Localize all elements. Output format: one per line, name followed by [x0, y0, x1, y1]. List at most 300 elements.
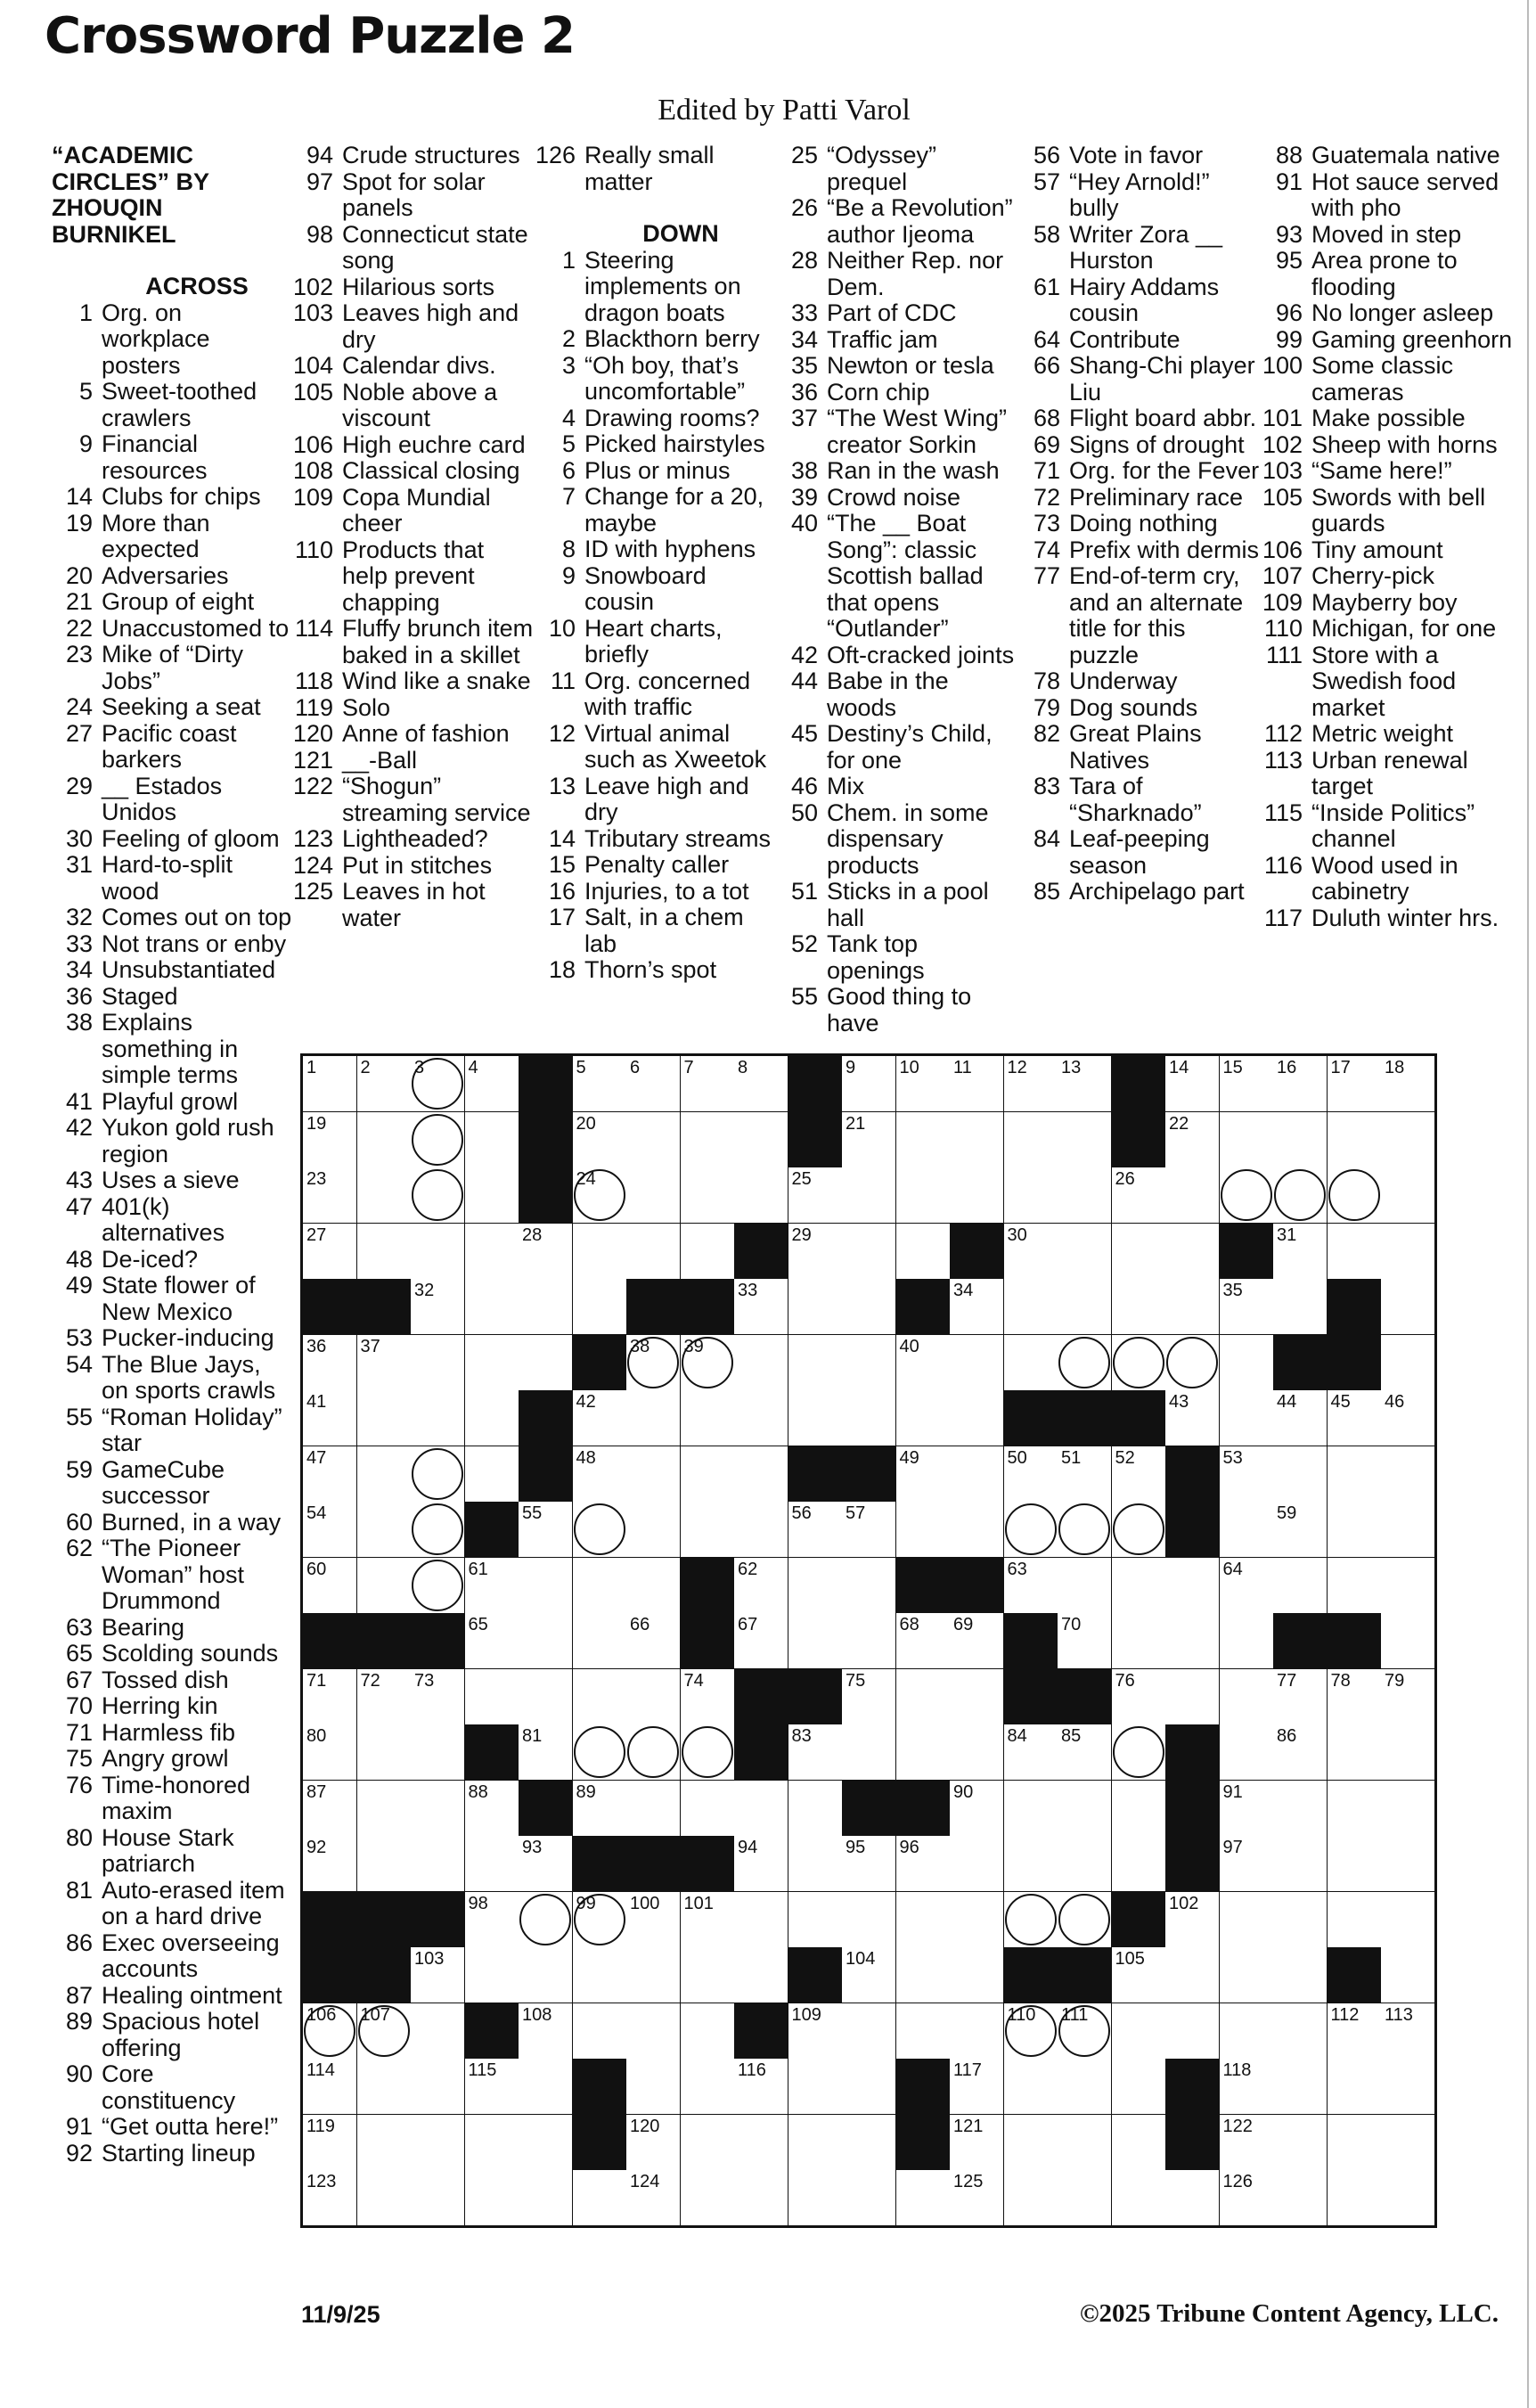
grid-cell[interactable]: [842, 1224, 895, 1279]
grid-cell[interactable]: [303, 1390, 356, 1446]
grid-cell[interactable]: [357, 2059, 411, 2114]
grid-cell[interactable]: [1273, 2003, 1327, 2059]
grid-cell[interactable]: [626, 1947, 680, 2003]
grid-cell[interactable]: [788, 1224, 842, 1279]
grid-cell[interactable]: [1328, 1502, 1381, 1557]
grid-cell[interactable]: [303, 1724, 356, 1780]
grid-cell[interactable]: [411, 1724, 464, 1780]
grid-cell[interactable]: [950, 1613, 1003, 1668]
grid-cell[interactable]: [1165, 1056, 1219, 1111]
grid-cell[interactable]: [465, 1167, 519, 1223]
grid-cell[interactable]: [734, 1947, 788, 2003]
grid-cell[interactable]: [519, 1724, 572, 1780]
grid-cell[interactable]: [1328, 1836, 1381, 1891]
grid-cell[interactable]: [681, 1781, 734, 1836]
grid-cell[interactable]: [950, 1724, 1003, 1780]
grid-cell[interactable]: [303, 1167, 356, 1223]
grid-cell[interactable]: [842, 1167, 895, 1223]
grid-cell[interactable]: [573, 1224, 626, 1279]
grid-cell[interactable]: [1273, 1279, 1327, 1334]
grid-cell[interactable]: [411, 1390, 464, 1446]
grid-cell[interactable]: [1058, 1502, 1111, 1557]
grid-cell[interactable]: [1112, 1669, 1165, 1724]
grid-cell[interactable]: [1381, 1502, 1434, 1557]
grid-cell[interactable]: [734, 1781, 788, 1836]
grid-cell[interactable]: [1381, 1279, 1434, 1334]
grid-cell[interactable]: [681, 2059, 734, 2114]
grid-cell[interactable]: [1004, 1502, 1058, 1557]
grid-cell[interactable]: [896, 1502, 950, 1557]
grid-cell[interactable]: [1004, 2059, 1058, 2114]
grid-cell[interactable]: [1328, 1558, 1381, 1613]
grid-cell[interactable]: [626, 2003, 680, 2059]
grid-cell[interactable]: [1273, 1112, 1327, 1167]
grid-cell[interactable]: [1328, 2115, 1381, 2170]
grid-cell[interactable]: [842, 2003, 895, 2059]
grid-cell[interactable]: [303, 1502, 356, 1557]
grid-cell[interactable]: [734, 1167, 788, 1223]
grid-cell[interactable]: [1273, 1892, 1327, 1947]
grid-cell[interactable]: [1328, 2059, 1381, 2114]
grid-cell[interactable]: [1381, 1112, 1434, 1167]
grid-cell[interactable]: [1273, 2170, 1327, 2225]
grid-cell[interactable]: [1220, 1724, 1273, 1780]
grid-cell[interactable]: [788, 1558, 842, 1613]
grid-cell[interactable]: [734, 1279, 788, 1334]
grid-cell[interactable]: [357, 1446, 411, 1502]
grid-cell[interactable]: [842, 1836, 895, 1891]
grid-cell[interactable]: [896, 1224, 950, 1279]
grid-cell[interactable]: [573, 2003, 626, 2059]
grid-cell[interactable]: [465, 1669, 519, 1724]
grid-cell[interactable]: [465, 1781, 519, 1836]
grid-cell[interactable]: [1165, 1892, 1219, 1947]
grid-cell[interactable]: [681, 1112, 734, 1167]
grid-cell[interactable]: [303, 1446, 356, 1502]
grid-cell[interactable]: [1165, 1613, 1219, 1668]
grid-cell[interactable]: [788, 1724, 842, 1780]
grid-cell[interactable]: [465, 2115, 519, 2170]
grid-cell[interactable]: [519, 1335, 572, 1390]
grid-cell[interactable]: [626, 1446, 680, 1502]
grid-cell[interactable]: [357, 1724, 411, 1780]
grid-cell[interactable]: [1220, 1558, 1273, 1613]
grid-cell[interactable]: [788, 1279, 842, 1334]
grid-cell[interactable]: [1112, 1947, 1165, 2003]
grid-cell[interactable]: [681, 1446, 734, 1502]
grid-cell[interactable]: [303, 1781, 356, 1836]
grid-cell[interactable]: [1381, 1167, 1434, 1223]
grid-cell[interactable]: [681, 1224, 734, 1279]
grid-cell[interactable]: [357, 1167, 411, 1223]
grid-cell[interactable]: [626, 1335, 680, 1390]
grid-cell[interactable]: [357, 1112, 411, 1167]
grid-cell[interactable]: [465, 1112, 519, 1167]
grid-cell[interactable]: [1058, 1167, 1111, 1223]
grid-cell[interactable]: [681, 1892, 734, 1947]
grid-cell[interactable]: [788, 2059, 842, 2114]
grid-cell[interactable]: [1273, 2059, 1327, 2114]
grid-cell[interactable]: [357, 1390, 411, 1446]
grid-cell[interactable]: [465, 1224, 519, 1279]
grid-cell[interactable]: [734, 2115, 788, 2170]
grid-cell[interactable]: [411, 1781, 464, 1836]
grid-cell[interactable]: [1058, 1724, 1111, 1780]
grid-cell[interactable]: [1112, 1224, 1165, 1279]
grid-cell[interactable]: [1381, 1558, 1434, 1613]
grid-cell[interactable]: [1004, 2115, 1058, 2170]
grid-cell[interactable]: [1220, 1112, 1273, 1167]
grid-cell[interactable]: [303, 2003, 356, 2059]
grid-cell[interactable]: [1058, 2170, 1111, 2225]
grid-cell[interactable]: [896, 2170, 950, 2225]
grid-cell[interactable]: [1220, 1446, 1273, 1502]
grid-cell[interactable]: [465, 1892, 519, 1947]
grid-cell[interactable]: [573, 1892, 626, 1947]
grid-cell[interactable]: [734, 1390, 788, 1446]
grid-cell[interactable]: [681, 1669, 734, 1724]
grid-cell[interactable]: [842, 1056, 895, 1111]
grid-cell[interactable]: [1165, 1224, 1219, 1279]
grid-cell[interactable]: [626, 1056, 680, 1111]
grid-cell[interactable]: [1112, 1335, 1165, 1390]
grid-cell[interactable]: [1273, 1669, 1327, 1724]
grid-cell[interactable]: [411, 1446, 464, 1502]
grid-cell[interactable]: [788, 1613, 842, 1668]
grid-cell[interactable]: [1381, 1892, 1434, 1947]
grid-cell[interactable]: [411, 2059, 464, 2114]
grid-cell[interactable]: [896, 1112, 950, 1167]
grid-cell[interactable]: [734, 1558, 788, 1613]
grid-cell[interactable]: [1273, 1502, 1327, 1557]
grid-cell[interactable]: [519, 1279, 572, 1334]
grid-cell[interactable]: [573, 1669, 626, 1724]
grid-cell[interactable]: [1220, 1669, 1273, 1724]
grid-cell[interactable]: [842, 1669, 895, 1724]
grid-cell[interactable]: [1220, 1613, 1273, 1668]
grid-cell[interactable]: [950, 1390, 1003, 1446]
grid-cell[interactable]: [1058, 1558, 1111, 1613]
grid-cell[interactable]: [1220, 2003, 1273, 2059]
grid-cell[interactable]: [573, 1613, 626, 1668]
grid-cell[interactable]: [896, 1446, 950, 1502]
grid-cell[interactable]: [842, 1502, 895, 1557]
grid-cell[interactable]: [1112, 1558, 1165, 1613]
grid-cell[interactable]: [1004, 1446, 1058, 1502]
grid-cell[interactable]: [1165, 1947, 1219, 2003]
grid-cell[interactable]: [411, 2115, 464, 2170]
grid-cell[interactable]: [411, 1279, 464, 1334]
grid-cell[interactable]: [1112, 2059, 1165, 2114]
grid-cell[interactable]: [950, 2003, 1003, 2059]
grid-cell[interactable]: [1004, 2003, 1058, 2059]
grid-cell[interactable]: [788, 1836, 842, 1891]
grid-cell[interactable]: [681, 2003, 734, 2059]
grid-cell[interactable]: [1058, 1224, 1111, 1279]
grid-cell[interactable]: [303, 1669, 356, 1724]
grid-cell[interactable]: [626, 2170, 680, 2225]
grid-cell[interactable]: [1004, 1892, 1058, 1947]
grid-cell[interactable]: [411, 1112, 464, 1167]
grid-cell[interactable]: [734, 1446, 788, 1502]
grid-cell[interactable]: [896, 1613, 950, 1668]
grid-cell[interactable]: [1165, 1279, 1219, 1334]
grid-cell[interactable]: [465, 1613, 519, 1668]
grid-cell[interactable]: [519, 1669, 572, 1724]
grid-cell[interactable]: [1220, 1502, 1273, 1557]
grid-cell[interactable]: [573, 1112, 626, 1167]
grid-cell[interactable]: [411, 2003, 464, 2059]
grid-cell[interactable]: [1381, 1669, 1434, 1724]
grid-cell[interactable]: [1004, 1056, 1058, 1111]
grid-cell[interactable]: [1220, 1947, 1273, 2003]
grid-cell[interactable]: [1381, 1224, 1434, 1279]
grid-cell[interactable]: [1273, 1446, 1327, 1502]
grid-cell[interactable]: [626, 1558, 680, 1613]
grid-cell[interactable]: [1328, 2003, 1381, 2059]
grid-cell[interactable]: [842, 1613, 895, 1668]
grid-cell[interactable]: [1004, 1112, 1058, 1167]
grid-cell[interactable]: [1004, 1781, 1058, 1836]
grid-cell[interactable]: [1381, 2115, 1434, 2170]
grid-cell[interactable]: [896, 1724, 950, 1780]
grid-cell[interactable]: [842, 1390, 895, 1446]
grid-cell[interactable]: [681, 1947, 734, 2003]
grid-cell[interactable]: [950, 1279, 1003, 1334]
grid-cell[interactable]: [734, 1836, 788, 1891]
grid-cell[interactable]: [1328, 1724, 1381, 1780]
grid-cell[interactable]: [357, 1502, 411, 1557]
grid-cell[interactable]: [1381, 2003, 1434, 2059]
grid-cell[interactable]: [357, 1669, 411, 1724]
grid-cell[interactable]: [465, 2170, 519, 2225]
grid-cell[interactable]: [788, 1167, 842, 1223]
grid-cell[interactable]: [1381, 1781, 1434, 1836]
grid-cell[interactable]: [681, 1335, 734, 1390]
grid-cell[interactable]: [896, 1167, 950, 1223]
grid-cell[interactable]: [842, 1558, 895, 1613]
grid-cell[interactable]: [1381, 1836, 1434, 1891]
grid-cell[interactable]: [896, 1836, 950, 1891]
grid-cell[interactable]: [681, 1724, 734, 1780]
grid-cell[interactable]: [950, 2115, 1003, 2170]
grid-cell[interactable]: [681, 1056, 734, 1111]
grid-cell[interactable]: [519, 2115, 572, 2170]
grid-cell[interactable]: [1220, 2170, 1273, 2225]
grid-cell[interactable]: [1273, 1558, 1327, 1613]
grid-cell[interactable]: [519, 1947, 572, 2003]
grid-cell[interactable]: [626, 1112, 680, 1167]
grid-cell[interactable]: [519, 2003, 572, 2059]
grid-cell[interactable]: [1328, 1390, 1381, 1446]
grid-cell[interactable]: [1273, 2115, 1327, 2170]
grid-cell[interactable]: [788, 1502, 842, 1557]
grid-cell[interactable]: [519, 1502, 572, 1557]
grid-cell[interactable]: [1165, 2170, 1219, 2225]
grid-cell[interactable]: [1381, 2170, 1434, 2225]
grid-cell[interactable]: [573, 1279, 626, 1334]
grid-cell[interactable]: [1273, 1390, 1327, 1446]
grid-cell[interactable]: [519, 1613, 572, 1668]
grid-cell[interactable]: [1328, 1167, 1381, 1223]
grid-cell[interactable]: [465, 1836, 519, 1891]
grid-cell[interactable]: [1273, 1781, 1327, 1836]
grid-cell[interactable]: [626, 1502, 680, 1557]
grid-cell[interactable]: [1220, 2115, 1273, 2170]
grid-cell[interactable]: [1328, 1892, 1381, 1947]
grid-cell[interactable]: [411, 1167, 464, 1223]
grid-cell[interactable]: [842, 2170, 895, 2225]
grid-cell[interactable]: [1165, 1669, 1219, 1724]
grid-cell[interactable]: [842, 1335, 895, 1390]
grid-cell[interactable]: [1058, 1056, 1111, 1111]
grid-cell[interactable]: [465, 2059, 519, 2114]
grid-cell[interactable]: [896, 1669, 950, 1724]
grid-cell[interactable]: [626, 1781, 680, 1836]
grid-cell[interactable]: [1058, 2059, 1111, 2114]
grid-cell[interactable]: [1112, 2115, 1165, 2170]
grid-cell[interactable]: [788, 2115, 842, 2170]
grid-cell[interactable]: [896, 1390, 950, 1446]
grid-cell[interactable]: [519, 2170, 572, 2225]
grid-cell[interactable]: [303, 1056, 356, 1111]
grid-cell[interactable]: [1220, 1279, 1273, 1334]
grid-cell[interactable]: [1381, 1446, 1434, 1502]
grid-cell[interactable]: [1112, 1446, 1165, 1502]
grid-cell[interactable]: [626, 2115, 680, 2170]
grid-cell[interactable]: [1058, 1892, 1111, 1947]
grid-cell[interactable]: [1112, 1167, 1165, 1223]
grid-cell[interactable]: [1004, 1279, 1058, 1334]
grid-cell[interactable]: [1381, 2059, 1434, 2114]
grid-cell[interactable]: [950, 1947, 1003, 2003]
grid-cell[interactable]: [734, 2170, 788, 2225]
grid-cell[interactable]: [1381, 1613, 1434, 1668]
grid-cell[interactable]: [788, 1781, 842, 1836]
grid-cell[interactable]: [465, 1279, 519, 1334]
grid-cell[interactable]: [465, 1335, 519, 1390]
grid-cell[interactable]: [357, 2170, 411, 2225]
grid-cell[interactable]: [357, 1224, 411, 1279]
grid-cell[interactable]: [1004, 1335, 1058, 1390]
grid-cell[interactable]: [842, 1279, 895, 1334]
grid-cell[interactable]: [788, 2170, 842, 2225]
grid-cell[interactable]: [1004, 1558, 1058, 1613]
grid-cell[interactable]: [950, 1502, 1003, 1557]
grid-cell[interactable]: [573, 1446, 626, 1502]
grid-cell[interactable]: [1328, 1224, 1381, 1279]
grid-cell[interactable]: [896, 2003, 950, 2059]
grid-cell[interactable]: [842, 1892, 895, 1947]
grid-cell[interactable]: [411, 1669, 464, 1724]
grid-cell[interactable]: [950, 1781, 1003, 1836]
grid-cell[interactable]: [1220, 1390, 1273, 1446]
grid-cell[interactable]: [573, 1390, 626, 1446]
grid-cell[interactable]: [573, 1056, 626, 1111]
grid-cell[interactable]: [357, 1836, 411, 1891]
grid-cell[interactable]: [842, 2115, 895, 2170]
grid-cell[interactable]: [573, 1724, 626, 1780]
grid-cell[interactable]: [1328, 1112, 1381, 1167]
grid-cell[interactable]: [1220, 1335, 1273, 1390]
grid-cell[interactable]: [357, 2003, 411, 2059]
grid-cell[interactable]: [1381, 1056, 1434, 1111]
grid-cell[interactable]: [734, 1112, 788, 1167]
grid-cell[interactable]: [734, 1502, 788, 1557]
grid-cell[interactable]: [1058, 1836, 1111, 1891]
grid-cell[interactable]: [1112, 1613, 1165, 1668]
grid-cell[interactable]: [303, 2115, 356, 2170]
grid-cell[interactable]: [357, 1335, 411, 1390]
grid-cell[interactable]: [573, 1167, 626, 1223]
grid-cell[interactable]: [626, 1390, 680, 1446]
grid-cell[interactable]: [1165, 1112, 1219, 1167]
grid-cell[interactable]: [626, 1613, 680, 1668]
grid-cell[interactable]: [1273, 1947, 1327, 2003]
grid-cell[interactable]: [411, 1056, 464, 1111]
grid-cell[interactable]: [626, 2059, 680, 2114]
grid-cell[interactable]: [1004, 1836, 1058, 1891]
grid-cell[interactable]: [1328, 1056, 1381, 1111]
grid-cell[interactable]: [788, 1390, 842, 1446]
grid-cell[interactable]: [357, 2115, 411, 2170]
grid-cell[interactable]: [626, 1167, 680, 1223]
grid-cell[interactable]: [1381, 1335, 1434, 1390]
grid-cell[interactable]: [950, 1892, 1003, 1947]
grid-cell[interactable]: [1273, 1836, 1327, 1891]
grid-cell[interactable]: [950, 1669, 1003, 1724]
grid-cell[interactable]: [1381, 1724, 1434, 1780]
grid-cell[interactable]: [842, 1947, 895, 2003]
grid-cell[interactable]: [1328, 1669, 1381, 1724]
grid-cell[interactable]: [357, 1558, 411, 1613]
grid-cell[interactable]: [303, 1836, 356, 1891]
grid-cell[interactable]: [465, 1446, 519, 1502]
grid-cell[interactable]: [573, 2170, 626, 2225]
grid-cell[interactable]: [303, 2170, 356, 2225]
grid-cell[interactable]: [626, 1224, 680, 1279]
grid-cell[interactable]: [1058, 1446, 1111, 1502]
grid-cell[interactable]: [950, 2170, 1003, 2225]
grid-cell[interactable]: [1058, 2003, 1111, 2059]
grid-cell[interactable]: [896, 1947, 950, 2003]
grid-cell[interactable]: [411, 1335, 464, 1390]
grid-cell[interactable]: [1004, 1167, 1058, 1223]
grid-cell[interactable]: [1328, 2170, 1381, 2225]
grid-cell[interactable]: [896, 1892, 950, 1947]
grid-cell[interactable]: [1328, 1781, 1381, 1836]
grid-cell[interactable]: [1328, 1446, 1381, 1502]
grid-cell[interactable]: [573, 1781, 626, 1836]
grid-cell[interactable]: [1220, 1892, 1273, 1947]
grid-cell[interactable]: [1220, 1056, 1273, 1111]
grid-cell[interactable]: [303, 1224, 356, 1279]
grid-cell[interactable]: [626, 1892, 680, 1947]
grid-cell[interactable]: [1004, 2170, 1058, 2225]
grid-cell[interactable]: [788, 1892, 842, 1947]
grid-cell[interactable]: [1273, 1167, 1327, 1223]
grid-cell[interactable]: [411, 1224, 464, 1279]
grid-cell[interactable]: [465, 1947, 519, 2003]
grid-cell[interactable]: [1220, 1167, 1273, 1223]
grid-cell[interactable]: [1058, 1279, 1111, 1334]
grid-cell[interactable]: [1112, 1502, 1165, 1557]
grid-cell[interactable]: [1058, 1112, 1111, 1167]
grid-cell[interactable]: [681, 2170, 734, 2225]
grid-cell[interactable]: [1273, 1056, 1327, 1111]
grid-cell[interactable]: [573, 1947, 626, 2003]
grid-cell[interactable]: [465, 1056, 519, 1111]
